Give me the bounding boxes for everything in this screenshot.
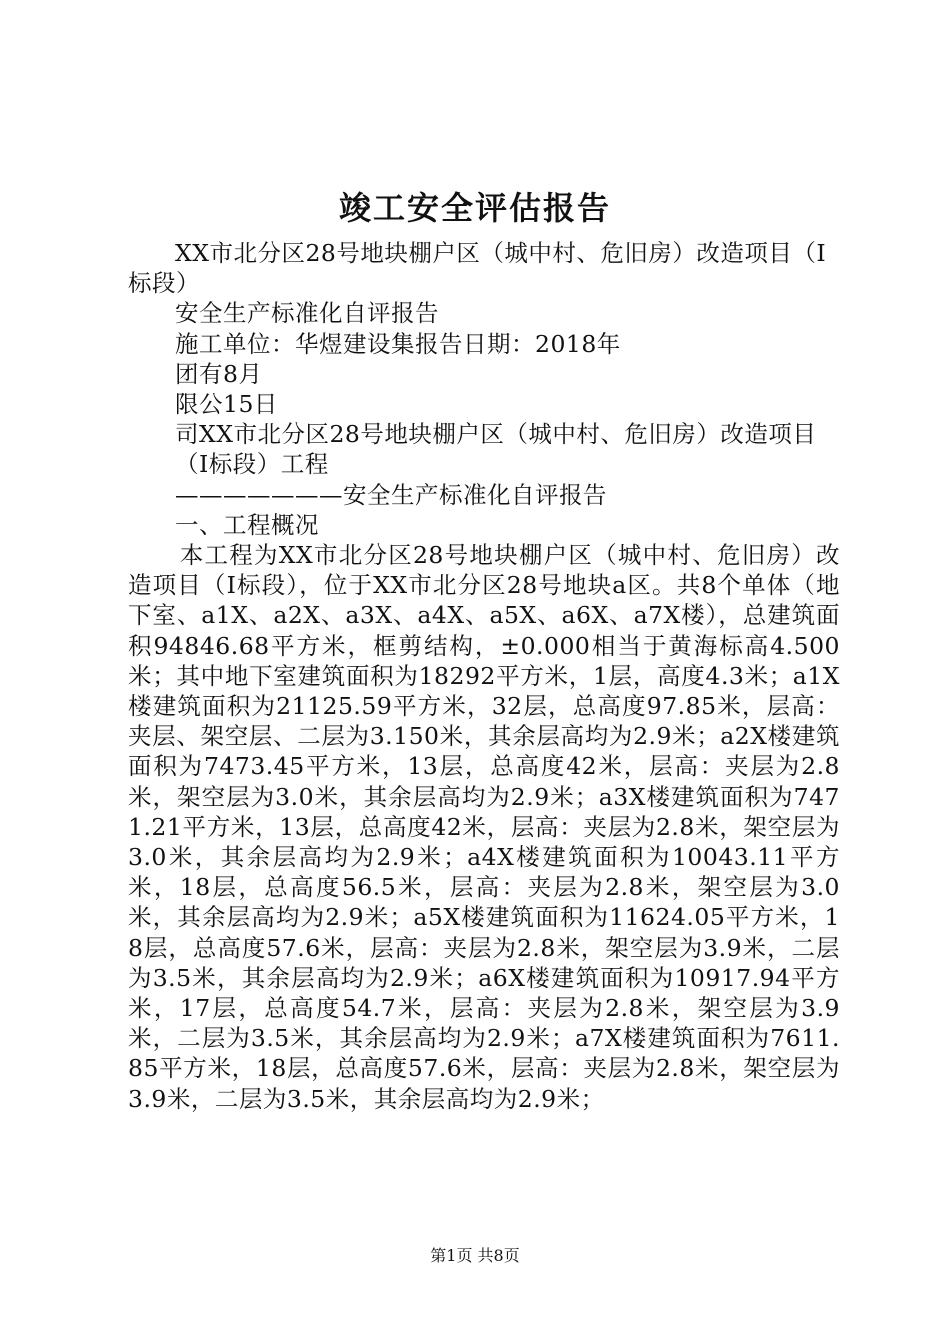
page-footer: 第1页 共8页 <box>430 1246 520 1265</box>
contractor-date-paragraph: 施工单位：华煜建设集报告日期：2018年 <box>175 329 621 358</box>
document-body <box>128 238 840 1114</box>
contractor-line-2: 团有8月 <box>175 359 263 388</box>
contractor-line-3: 限公15日 <box>175 390 278 419</box>
document-title: 竣工安全评估报告 <box>338 189 611 227</box>
section-heading-overview: 一、工程概况 <box>175 510 319 539</box>
section-label-paragraph: （Ⅰ标段）工程 <box>175 450 329 479</box>
overview-body-paragraph: 本工程为XX市北分区28号地块棚户区（城中村、危旧房）改造项目（Ⅰ标段），位于XX市北分区28号地块a区。共8个单体（地下室、a1X、a2X、a3X、a4X、a5X、a6X、a7X楼），总建筑面积94846.68平方米，框剪结构，±0.000相当于黄海标高4.500米；其中地下室建筑面积为18292平方米，1层，高度4.3米；a1X楼建筑面积为21125.59平方米，32层，总高度97.85米，层高：夹层、架空层、二层为3.150米，其余层高均为2.9米；a2X楼建筑面积为7473.45平方米，13层，总高度42米，层高：夹层为2.8米，架空层为3.0米，其余层高均为2.9米；a3X楼建筑面积为7471.21平方米，13层，总高度42米，层高：夹层为2.8米，架空层为3.0米，其余层高均为2.9米；a4X楼建筑面积为10043.11平方米，18层，总高度56.5米，层高：夹层为2.8米，架空层为3.0米，其余层高均为2.9米；a5X楼建筑面积为11624.05平方米，18层，总高度57.6米，层高：夹层为2.8米，架空层为3.9米，二层为3.5米，其余层高均为2.9米；a6X楼建筑面积为10917.94平方米，17层，总高度54.7米，层高：夹层为2.8米，架空层为3.9米，二层为3.5米，其余层高均为2.9米；a7X楼建筑面积为7611.85平方米，18层，总高度57.6米，层高：夹层为2.8米，架空层为3.9米，二层为3.5米，其余层高均为2.9米； <box>128 541 840 1113</box>
report-subtitle-paragraph: 安全生产标准化自评报告 <box>175 299 439 328</box>
project-name-repeat-paragraph: 司XX市北分区28号地块棚户区（城中村、危旧房）改造项目 <box>175 420 817 449</box>
report-heading-paragraph: ———————安全生产标准化自评报告 <box>175 480 607 509</box>
project-name-paragraph: XX市北分区28号地块棚户区（城中村、危旧房）改造项目（Ⅰ标段） <box>128 239 827 298</box>
